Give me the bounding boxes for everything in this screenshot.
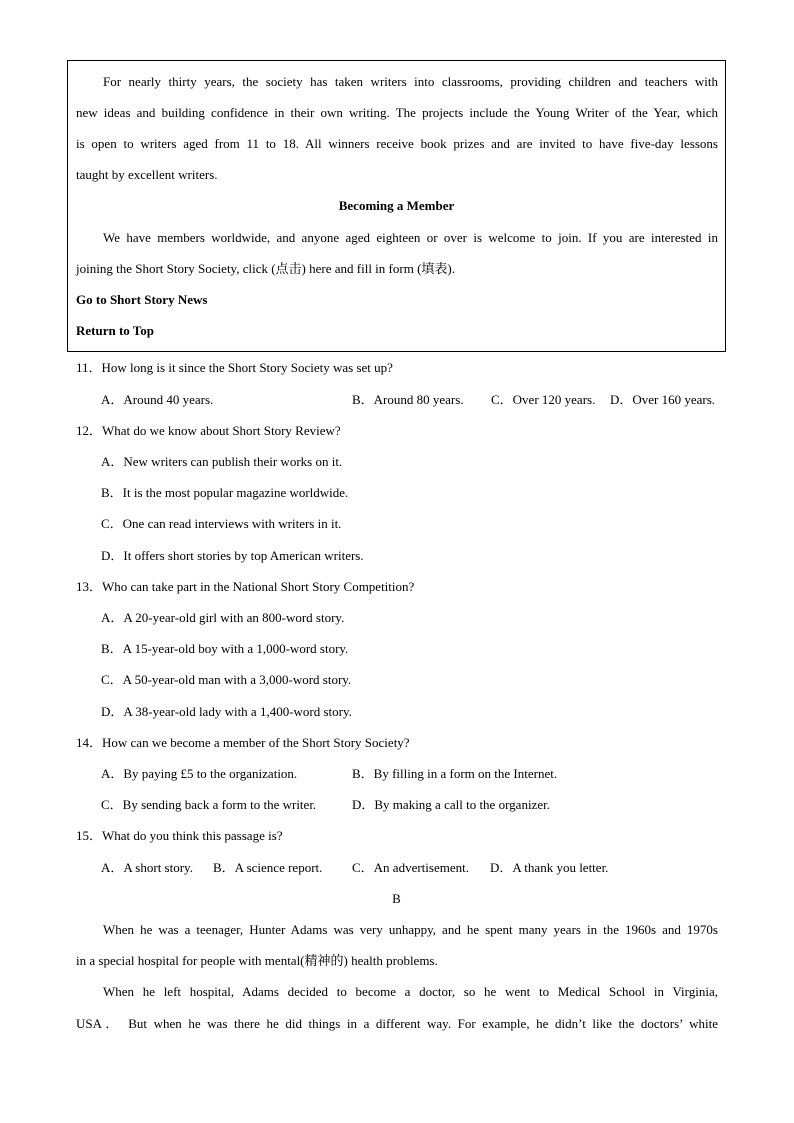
q11-stem: 11．How long is it since the Short Story Society was set up? <box>76 360 393 375</box>
q15-option-b[interactable]: B．A science report. <box>213 860 323 875</box>
section-b-para2-line1: When he left hospital, Adams decided to become a doctor, so he went to Medical School in Virginia, <box>103 984 718 999</box>
q11-option-c[interactable]: C．Over 120 years. <box>491 392 596 407</box>
box-para1-line4: taught by excellent writers. <box>76 167 218 182</box>
becoming-member-heading: Becoming a Member <box>338 198 455 213</box>
section-b-para1-line1: When he was a teenager, Hunter Adams was very unhappy, and he spent many years in the 1960s and 1970s <box>103 922 718 937</box>
box-para1-line1: For nearly thirty years, the society has taken writers into classrooms, providing children and teachers with <box>103 74 718 89</box>
q13-option-c[interactable]: C．A 50-year-old man with a 3,000-word story. <box>101 672 352 687</box>
q14-option-c[interactable]: C．By sending back a form to the writer. <box>101 797 317 812</box>
section-b-para1-line2: in a special hospital for people with mental(精神的) health problems. <box>76 953 438 968</box>
section-b-label: B <box>392 891 401 906</box>
q15-option-c[interactable]: C．An advertisement. <box>352 860 469 875</box>
q13-stem: 13．Who can take part in the National Short Story Competition? <box>76 579 415 594</box>
return-to-top-link[interactable]: Return to Top <box>76 323 155 338</box>
section-b-para2-line2: USA． But when he was there he did things in a different way. For example, he didn’t like the doctors’ white <box>76 1016 718 1031</box>
q15-option-a[interactable]: A．A short story. <box>101 860 193 875</box>
box-para2-line2: joining the Short Story Society, click (点击) here and fill in form (填表). <box>76 261 455 276</box>
go-to-news-link[interactable]: Go to Short Story News <box>76 292 208 307</box>
box-para1-line2: new ideas and building confidence in their own writing. The projects include the Young Writer of the Year, which <box>76 105 718 120</box>
q13-option-d[interactable]: D．A 38-year-old lady with a 1,400-word story. <box>101 704 352 719</box>
q14-stem: 14．How can we become a member of the Short Story Society? <box>76 735 410 750</box>
q14-option-b[interactable]: B．By filling in a form on the Internet. <box>352 766 558 781</box>
q11-option-a[interactable]: A．Around 40 years. <box>101 392 214 407</box>
q15-option-d[interactable]: D．A thank you letter. <box>490 860 609 875</box>
q13-option-a[interactable]: A．A 20-year-old girl with an 800-word story. <box>101 610 345 625</box>
q14-option-d[interactable]: D．By making a call to the organizer. <box>352 797 550 812</box>
q14-option-a[interactable]: A．By paying £5 to the organization. <box>101 766 298 781</box>
q11-option-b[interactable]: B．Around 80 years. <box>352 392 464 407</box>
q15-stem: 15．What do you think this passage is? <box>76 828 283 843</box>
box-para2-line1: We have members worldwide, and anyone aged eighteen or over is welcome to join. If you are interested in <box>103 230 718 245</box>
q12-option-c[interactable]: C．One can read interviews with writers in it. <box>101 516 342 531</box>
q12-option-d[interactable]: D．It offers short stories by top American writers. <box>101 548 364 563</box>
q13-option-b[interactable]: B．A 15-year-old boy with a 1,000-word story. <box>101 641 349 656</box>
box-para1-line3: is open to writers aged from 11 to 18. All winners receive book prizes and are invited to have five-day lessons <box>76 136 718 151</box>
q12-option-b[interactable]: B．It is the most popular magazine worldwide. <box>101 485 349 500</box>
q12-stem: 12．What do we know about Short Story Review? <box>76 423 341 438</box>
q11-option-d[interactable]: D．Over 160 years. <box>610 392 716 407</box>
q12-option-a[interactable]: A．New writers can publish their works on it. <box>101 454 343 469</box>
